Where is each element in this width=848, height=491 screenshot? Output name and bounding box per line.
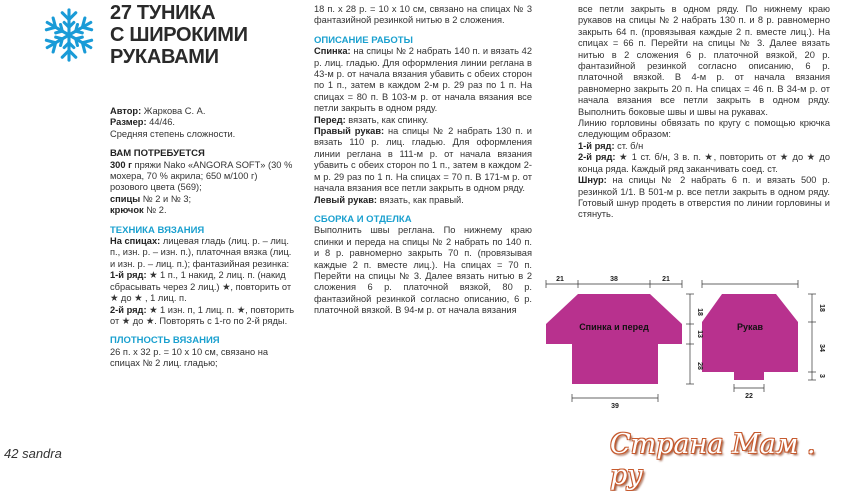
crochet-row2-label: 2-й ряд: [578, 152, 616, 163]
author-value: Жаркова С. А. [141, 106, 206, 116]
row1-label: 1-й ряд: [110, 270, 147, 281]
row2-text: ★ 1 изн. п, 1 лиц. п. ★, повторить от ★ до ★. Повторять с 1-го по 2-й ряды. [110, 304, 295, 326]
assembly-heading: СБОРКА И ОТДЕЛКА [314, 213, 412, 225]
yarn-amount: 300 г [110, 159, 132, 170]
crochet-row1-text: ст. б/н [614, 140, 644, 151]
dim-label: 38 [610, 276, 618, 283]
body-label: Спинка и перед [579, 322, 649, 332]
author-label: Автор: [110, 106, 142, 116]
dim-label: 21 [662, 276, 670, 283]
size-value: 44/46. [146, 117, 176, 128]
dim-label: 18 [818, 304, 825, 312]
crochet-row2-text: ★ 1 ст. б/н, 3 в. п. ★, повторить от ★ до ★ до конца ряда. Каждый ряд заканчивать соед. ст. [578, 152, 831, 174]
body-piece-shape [546, 294, 682, 384]
snowflake-icon [40, 6, 98, 64]
size-label: Размер: [110, 117, 147, 128]
materials-heading: ВАМ ПОТРЕБУЕТСЯ [110, 148, 205, 160]
dim-label: 13 [696, 330, 703, 338]
assembly-text: Выполнить швы реглана. По нижнему краю спинки и переда на спицы № 2 набрать по 140 п. и 8 р. равномерно закрыть 70 п. (провязывая каждые 2 п. вместе лиц.). На спицах = 70 п. Перейти на спицы № 3. Далее вязать нитью в 2 сложения 6 р. платочной вязкой, 80 р. фантазийной резинкой согласно описанию, 6 р. платочной вязкой. В 94-м р. от начала вязания [314, 225, 532, 316]
page-number: 42 [4, 446, 19, 461]
hook-label: крючок [110, 205, 144, 216]
technique-heading: ТЕХНИКА ВЯЗАНИЯ [110, 224, 205, 236]
cord-label: Шнур: [578, 175, 607, 186]
row1-text: ★ 1 п., 1 накид, 2 лиц. п. (накид сбрасывать через 2 лиц.) ★, повторить от ★ до ★ , 1 лиц. п. [110, 270, 292, 304]
yarn-text: пряжи Nako «ANGORA SOFT» (30 % мохера, 70 % акрила; 650 м/100 г) розового цвета (569); [110, 159, 293, 193]
cord-text: на спицы № 2 набрать 6 п. и вязать 500 р. резинкой 1/1. В 501-м р. все петли закрыть в одном ряду. Готовый шнур продеть в отверстия по линии горловины и стянуть. [578, 175, 830, 220]
needles-label: спицы [110, 193, 141, 204]
title-line: РУКАВАМИ [110, 46, 219, 68]
difficulty: Средняя степень сложности. [110, 128, 236, 139]
front-text: вязать, как спинку. [345, 114, 429, 125]
dim-label: 22 [745, 393, 753, 400]
density-text-1: 26 п. х 32 р. = 10 х 10 см, связано на спицах № 2 лиц. гладью; [110, 346, 269, 369]
page-footer [4, 446, 62, 461]
needles-value: № 2 и № 3; [140, 193, 192, 204]
sleeve-label: Рукав [736, 322, 764, 332]
density-text-2: 18 п. х 28 р. = 10 х 10 см, связано на спицах № 3 фантазийной резинкой нитью в 2 сложения. [314, 4, 532, 26]
right-sleeve-label: Правый рукав: [314, 126, 385, 137]
right-sleeve-text: на спицы № 2 набрать 130 п. и вязать 110 р. лиц. гладью. Для оформления линии реглана в 111-м р. от начала вязания убавить с обеих сторон по 1 п., затем в каждом 2-м р. 29 раз по 1 п. На спицах = 70 п. В 171-м р. от начала вязания все петли закрыть в одном ряду. [314, 126, 532, 194]
row2-label: 2-й ряд: [110, 304, 147, 315]
dim-label: 39 [611, 403, 619, 410]
pattern-schematic [536, 272, 836, 422]
title-line: С ШИРОКИМИ [110, 24, 248, 46]
magazine-brand: sandra [22, 446, 62, 461]
dim-label: 34 [818, 344, 825, 352]
on-needles-text: лицевая гладь (лиц. р. – лиц. п., изн. р. – изн. п.), платочная вязка (лиц. и изн. р. – лиц. п.); фантазийная резинка: [110, 236, 292, 269]
back-text: на спицы № 2 набрать 140 п. и вязать 42 р. лиц. гладью. Для оформления линии реглана в 43-м р. от начала вязания убавить с обеих сторон по 1 п., затем в каждом 2-м р. 29 раз по 1 п. На спицах = 80 п. В 103-м р. от начала вязания все петли закрыть в одном ряду. [314, 46, 532, 114]
crochet-row1-label: 1-й ряд: [578, 140, 615, 151]
column-2 [314, 4, 532, 317]
assembly-text-cont: все петли закрыть в одном ряду. По нижнему краю рукавов на спицы № 2 набрать 130 п. и 8 р. равномерно закрыть 64 п. (провязывая каждые 2 п. вместе лиц.). На спицах = 66 п. Перейти на спицы № 3. Далее вязать нитью в 2 сложения 6 р. платочной вязкой, 20 р. фантазийной резинкой согласно описанию, 6 р. платочной вязкой. В 4-м р. от начала вязания равномерно закрыть 20 п. На спицах = 46 п. В 34-м р. от начала вязания все петли закрыть в одном ряду. Выполнить боковые швы и швы на рукавах. [578, 4, 830, 117]
pattern-title [110, 2, 300, 68]
neckline-text: Линию горловины обвязать по кругу с помощью крючка следующим образом: [578, 118, 830, 140]
front-label: Перед: [314, 114, 346, 125]
column-1 [110, 106, 296, 370]
dim-label: 18 [696, 308, 703, 316]
left-sleeve-label: Левый рукав: [314, 194, 378, 205]
dim-label: 21 [556, 276, 564, 283]
dim-label: 28 [696, 362, 703, 370]
density-heading: ПЛОТНОСТЬ ВЯЗАНИЯ [110, 335, 220, 347]
work-heading: ОПИСАНИЕ РАБОТЫ [314, 34, 413, 46]
title-line: 27 ТУНИКА [110, 2, 216, 24]
column-3 [578, 4, 830, 221]
watermark: Страна Мам . ру [610, 429, 816, 491]
hook-value: № 2. [143, 205, 167, 216]
sleeve-piece-shape [702, 294, 798, 380]
left-sleeve-text: вязать, как правый. [377, 194, 464, 205]
back-label: Спинка: [314, 46, 351, 57]
on-needles-label: На спицах: [110, 236, 161, 247]
dim-label: 3 [818, 374, 825, 378]
